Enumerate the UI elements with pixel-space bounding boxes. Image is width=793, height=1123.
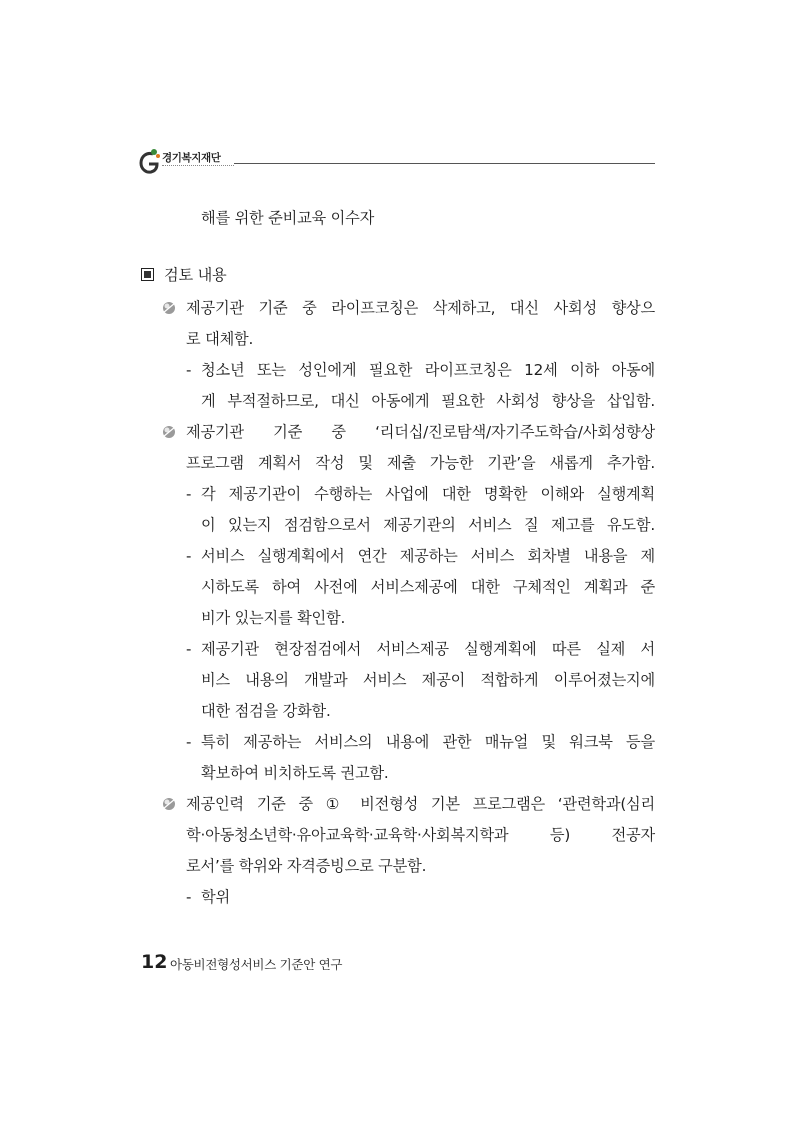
organization-subtitle-line [162, 165, 234, 169]
header-rule [234, 163, 655, 164]
bullet-2-dash-3-line-1: 제공기관 현장점검에서 서비스제공 실행계획에 따른 실제 서 [201, 640, 655, 658]
footer-document-title: 아동비전형성서비스 기준안 연구 [170, 957, 343, 972]
bullet-3-line-2: 학·아동청소년학·유아교육학·교육학·사회복지학과 등) 전공자 [186, 826, 655, 844]
organization-name: 경기복지재단 [162, 152, 221, 164]
section-heading [141, 264, 227, 286]
bullet-2-dash-4-line-2: 확보하여 비치하도록 권고함. [201, 764, 389, 782]
dash-marker: - [186, 888, 192, 906]
bullet-2-line-2: 프로그램 계획서 작성 및 제출 가능한 기관’을 새롭게 추가함. [186, 454, 655, 472]
bullet-2-dash-1-line-2: 이 있는지 점검함으로서 제공기관의 서비스 질 제고를 유도함. [201, 516, 655, 534]
dash-marker: - [186, 640, 192, 658]
bullet-2-dash-4-line-1: 특히 제공하는 서비스의 내용에 관한 매뉴얼 및 워크북 등을 [201, 733, 655, 751]
dash-marker: - [186, 733, 192, 751]
bullet-2-line-1: 제공기관 기준 중 ‘리더십/진로탐색/자기주도학습/사회성향상 [186, 423, 655, 441]
section-heading-text: 검토 내용 [164, 266, 227, 284]
bullet-3-line-3: 로서’를 학위와 자격증빙으로 구분함. [186, 857, 427, 875]
bullet-2-dash-2-line-3: 비가 있는지를 확인함. [201, 609, 346, 627]
bullet-2-dash-3-line-3: 대한 점검을 강화함. [201, 702, 331, 720]
bullet-1-line-1: 제공기관 기준 중 라이프코칭은 삭제하고, 대신 사회성 향상으 [186, 299, 655, 317]
foundation-logo-icon [138, 148, 160, 174]
bullet-sphere-icon [161, 424, 177, 440]
bullet-2-dash-2-line-1: 서비스 실행계획에서 연간 제공하는 서비스 회차별 내용을 제 [201, 547, 655, 565]
bullet-2-dash-2-line-2: 시하도록 하여 사전에 서비스제공에 대한 구체적인 계획과 준 [201, 578, 655, 596]
bullet-3-line-1: 제공인력 기준 중 ① 비전형성 기본 프로그램은 ‘관련학과(심리 [186, 795, 655, 813]
bullet-2-dash-3-line-2: 비스 내용의 개발과 서비스 제공이 적합하게 이루어졌는지에 [201, 671, 655, 689]
bullet-2-dash-1-line-1: 각 제공기관이 수행하는 사업에 대한 명확한 이해와 실행계획 [201, 485, 655, 503]
continuation-text: 해를 위한 준비교육 이수자 [201, 209, 375, 227]
page-number: 12 [141, 951, 168, 973]
bullet-1-line-2: 로 대체함. [186, 330, 254, 348]
dash-marker: - [186, 485, 192, 503]
page-header [138, 146, 655, 176]
bullet-sphere-icon [161, 300, 177, 316]
dash-marker: - [186, 361, 192, 379]
section-square-icon [141, 268, 154, 281]
bullet-1-dash-1-line-1: 청소년 또는 성인에게 필요한 라이프코칭은 12세 이하 아동에 [201, 361, 655, 379]
bullet-3-dash-1-line-1: 학위 [201, 888, 230, 906]
bullet-sphere-icon [161, 796, 177, 812]
dash-marker: - [186, 547, 192, 565]
bullet-1-dash-1-line-2: 게 부적절하므로, 대신 아동에게 필요한 사회성 향상을 삽입함. [201, 392, 655, 410]
